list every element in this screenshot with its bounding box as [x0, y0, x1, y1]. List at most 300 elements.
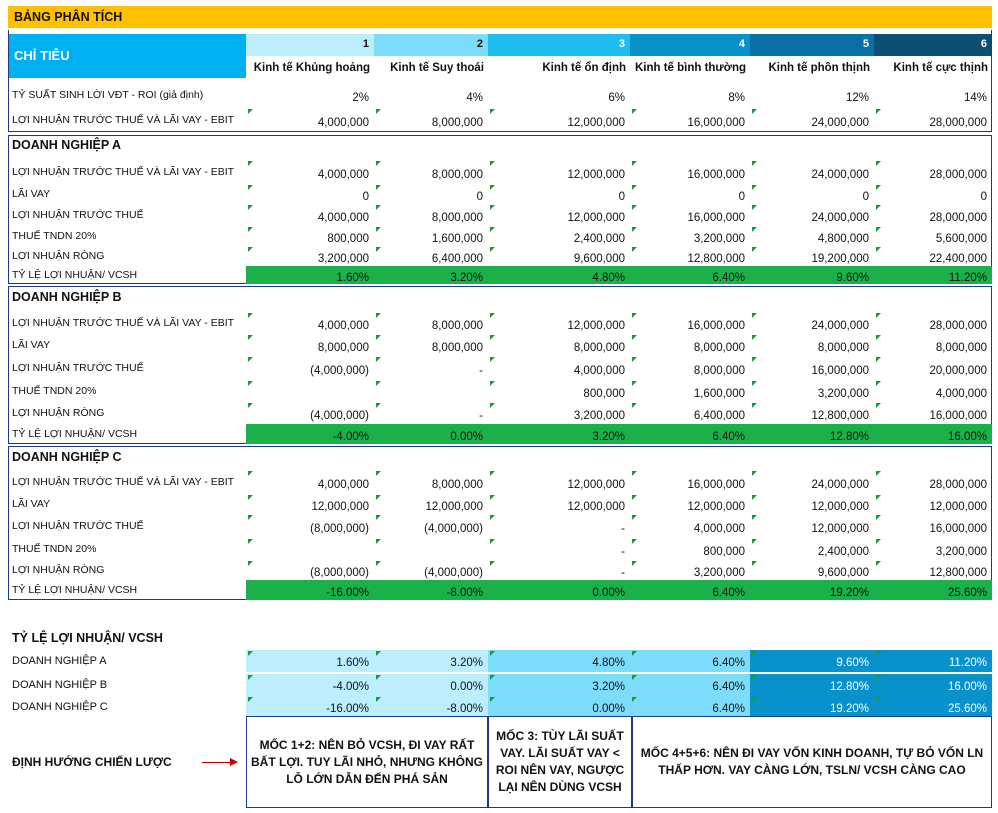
cell-marker-icon — [376, 205, 381, 210]
value-cell: 11.20% — [948, 272, 987, 284]
cell-marker-icon — [632, 247, 637, 252]
value-cell: 6,400,000 — [693, 410, 745, 422]
value-cell: 4,000,000 — [317, 169, 369, 181]
cell-marker-icon — [490, 161, 495, 166]
value-cell: 0.00% — [450, 431, 483, 443]
cell-marker-icon — [490, 381, 495, 386]
value-cell: 12,800,000 — [811, 410, 869, 422]
cell-marker-icon — [490, 651, 495, 656]
cell-marker-icon — [490, 539, 495, 544]
value-cell: 8,000,000 — [693, 365, 745, 377]
value-cell: -4.00% — [332, 431, 369, 443]
value-cell: 12,000,000 — [811, 523, 869, 535]
value-cell: 8,000,000 — [431, 479, 483, 491]
value-cell: 6.40% — [712, 272, 745, 284]
summary-value-cell: 4.80% — [488, 650, 630, 672]
company-name: DOANH NGHIỆP B — [12, 290, 122, 304]
cell-marker-icon — [876, 357, 881, 362]
value-cell — [246, 538, 374, 560]
value-cell: - — [479, 365, 483, 377]
cell-marker-icon — [376, 247, 381, 252]
value-cell: 24,000,000 — [811, 212, 869, 224]
value-cell: 24,000,000 — [811, 117, 869, 129]
value-cell: 12,000,000 — [567, 320, 625, 332]
cell-marker-icon — [876, 561, 881, 566]
value-cell: 28,000,000 — [929, 169, 987, 181]
summary-value-cell: 3.20% — [374, 650, 488, 672]
value-cell: 4,000,000 — [573, 365, 625, 377]
row-label: THUẾ TNDN 20% — [12, 385, 97, 397]
scenario-header-3: Kinh tế ổn định — [542, 62, 626, 74]
cell-marker-icon — [248, 515, 253, 520]
cell-marker-icon — [876, 471, 881, 476]
value-cell: -16.00% — [326, 587, 369, 599]
cell-marker-icon — [248, 185, 253, 190]
value-cell: 16,000,000 — [811, 365, 869, 377]
cell-marker-icon — [376, 515, 381, 520]
row-label: LỢI NHUẬN TRƯỚC THUẾ VÀ LÃI VAY - EBIT — [12, 476, 235, 488]
summary-value-cell: 3.20% — [488, 674, 630, 696]
header-number-5: 5 — [750, 34, 874, 56]
summary-row-label: DOANH NGHIỆP B — [12, 679, 108, 691]
row-label: LỢI NHUẬN TRƯỚC THUẾ — [12, 520, 144, 532]
cell-marker-icon — [490, 515, 495, 520]
cell-marker-icon — [752, 109, 757, 114]
cell-marker-icon — [376, 335, 381, 340]
cell-marker-icon — [752, 357, 757, 362]
cell-marker-icon — [632, 515, 637, 520]
value-cell: 24,000,000 — [811, 169, 869, 181]
cell-marker-icon — [876, 675, 881, 680]
summary-value-cell: 0.00% — [374, 674, 488, 696]
cell-marker-icon — [876, 161, 881, 166]
cell-marker-icon — [876, 515, 881, 520]
cell-marker-icon — [752, 697, 757, 702]
value-cell: 8% — [728, 92, 745, 104]
cell-marker-icon — [248, 313, 253, 318]
value-cell: 3,200,000 — [573, 410, 625, 422]
cell-marker-icon — [248, 357, 253, 362]
value-cell: 16,000,000 — [687, 212, 745, 224]
value-cell: 3,200,000 — [317, 253, 369, 265]
cell-marker-icon — [248, 539, 253, 544]
value-cell: 8,000,000 — [431, 169, 483, 181]
row-label: THUẾ TNDN 20% — [12, 543, 97, 555]
cell-marker-icon — [752, 161, 757, 166]
value-cell: 3,200,000 — [693, 567, 745, 579]
value-cell — [246, 380, 374, 402]
cell-marker-icon — [490, 205, 495, 210]
row-label: LỢI NHUẬN TRƯỚC THUẾ VÀ LÃI VAY - EBIT — [12, 317, 235, 329]
value-cell: 800,000 — [703, 546, 745, 558]
value-cell: 12,000,000 — [567, 479, 625, 491]
cell-marker-icon — [376, 539, 381, 544]
value-cell: 12,800,000 — [687, 253, 745, 265]
cell-marker-icon — [490, 247, 495, 252]
value-cell: 25.60% — [947, 587, 987, 599]
cell-marker-icon — [490, 495, 495, 500]
cell-marker-icon — [752, 313, 757, 318]
cell-marker-icon — [752, 471, 757, 476]
value-cell: 8,000,000 — [573, 342, 625, 354]
cell-marker-icon — [248, 109, 253, 114]
value-cell: (4,000,000) — [310, 410, 369, 422]
summary-value-cell: 11.20% — [874, 650, 992, 672]
cell-marker-icon — [632, 205, 637, 210]
summary-value-cell: 19.20% — [750, 696, 874, 718]
row-label: TỶ LỆ LỢI NHUẬN/ VCSH — [12, 428, 138, 440]
summary-value-cell: 6.40% — [630, 650, 750, 672]
cell-marker-icon — [248, 403, 253, 408]
cell-marker-icon — [632, 185, 637, 190]
summary-value-cell: -8.00% — [374, 696, 488, 718]
value-cell: 3,200,000 — [935, 546, 987, 558]
value-cell: 12,000,000 — [687, 501, 745, 513]
value-cell: (4,000,000) — [424, 523, 483, 535]
header-number-3: 3 — [488, 34, 630, 56]
row-label: LỢI NHUẬN TRƯỚC THUẾ — [12, 209, 144, 221]
value-cell: (8,000,000) — [310, 567, 369, 579]
value-cell: 0 — [476, 191, 483, 203]
cell-marker-icon — [752, 495, 757, 500]
cell-marker-icon — [876, 403, 881, 408]
cell-marker-icon — [632, 403, 637, 408]
cell-marker-icon — [876, 697, 881, 702]
header-number-6: 6 — [874, 34, 992, 56]
strategy-note-1: MỐC 1+2: NÊN BỎ VCSH, ĐI VAY RẤT BẤT LỢI. TUY LÃI NHỎ, NHƯNG KHÔNG LỖ LỚN DẪN ĐẾN PHÁ SẢN — [246, 716, 488, 808]
value-cell: 6.40% — [712, 587, 745, 599]
scenario-header-5: Kinh tế phồn thịnh — [768, 62, 870, 74]
value-cell: 16,000,000 — [687, 117, 745, 129]
cell-marker-icon — [632, 381, 637, 386]
cell-marker-icon — [632, 313, 637, 318]
cell-marker-icon — [490, 675, 495, 680]
value-cell: 2% — [352, 92, 369, 104]
cell-marker-icon — [632, 227, 637, 232]
row-label: TỶ SUẤT SINH LỜI VĐT - ROI (giả định) — [12, 89, 204, 101]
cell-marker-icon — [876, 539, 881, 544]
value-cell: 2,400,000 — [817, 546, 869, 558]
value-cell: 0 — [618, 191, 625, 203]
cell-marker-icon — [376, 651, 381, 656]
value-cell: 3.20% — [450, 272, 483, 284]
value-cell: (4,000,000) — [310, 365, 369, 377]
summary-value-cell: 9.60% — [750, 650, 874, 672]
row-label: THUẾ TNDN 20% — [12, 230, 97, 242]
value-cell: 12.80% — [829, 431, 869, 443]
summary-value-cell: 25.60% — [874, 696, 992, 718]
value-cell: 4,000,000 — [317, 212, 369, 224]
cell-marker-icon — [876, 381, 881, 386]
value-cell: 0 — [738, 191, 745, 203]
strategy-note-2: MỐC 3: TÙY LÃI SUẤT VAY. LÃI SUẤT VAY < ROI NÊN VAY, NGƯỢC LẠI NÊN DÙNG VCSH — [488, 716, 632, 808]
value-cell: 16,000,000 — [687, 479, 745, 491]
summary-value-cell: -16.00% — [246, 696, 374, 718]
value-cell: 12,000,000 — [425, 501, 483, 513]
cell-marker-icon — [632, 675, 637, 680]
cell-marker-icon — [490, 313, 495, 318]
value-cell: - — [621, 523, 625, 535]
cell-marker-icon — [490, 561, 495, 566]
cell-marker-icon — [376, 357, 381, 362]
value-cell: 0 — [362, 191, 369, 203]
value-cell: (4,000,000) — [424, 567, 483, 579]
cell-marker-icon — [490, 185, 495, 190]
cell-marker-icon — [632, 697, 637, 702]
value-cell: 1.60% — [336, 272, 369, 284]
header-number-2: 2 — [374, 34, 488, 56]
value-cell: 28,000,000 — [929, 479, 987, 491]
cell-marker-icon — [876, 247, 881, 252]
row-label: LỢI NHUẬN TRƯỚC THUẾ — [12, 362, 144, 374]
value-cell: 24,000,000 — [811, 479, 869, 491]
value-cell: 4,000,000 — [317, 479, 369, 491]
cell-marker-icon — [248, 471, 253, 476]
cell-marker-icon — [490, 109, 495, 114]
cell-marker-icon — [632, 471, 637, 476]
value-cell: 8,000,000 — [431, 117, 483, 129]
cell-marker-icon — [752, 205, 757, 210]
cell-marker-icon — [632, 561, 637, 566]
value-cell: 12,000,000 — [311, 501, 369, 513]
value-cell: 12,000,000 — [567, 501, 625, 513]
cell-marker-icon — [248, 561, 253, 566]
summary-value-cell: 0.00% — [488, 696, 630, 718]
value-cell: 16,000,000 — [687, 320, 745, 332]
row-label: LỢI NHUẬN RÒNG — [12, 564, 105, 576]
cell-marker-icon — [752, 247, 757, 252]
cell-marker-icon — [376, 313, 381, 318]
value-cell: 22,400,000 — [929, 253, 987, 265]
value-cell: 28,000,000 — [929, 212, 987, 224]
value-cell: 4,000,000 — [317, 320, 369, 332]
strategy-note-3: MỐC 4+5+6: NÊN ĐI VAY VỐN KINH DOANH, TỰ BỎ VỐN LN THẤP HƠN. VAY CÀNG LỚN, TSLN/ VCSH CÀNG CAO — [632, 716, 992, 808]
value-cell: 19.20% — [829, 587, 869, 599]
value-cell: 4% — [466, 92, 483, 104]
row-label: LÃI VAY — [12, 498, 51, 510]
cell-marker-icon — [376, 161, 381, 166]
row-label: LỢI NHUẬN RÒNG — [12, 407, 105, 419]
header-number-4: 4 — [630, 34, 750, 56]
value-cell: 8,000,000 — [431, 320, 483, 332]
cell-marker-icon — [490, 471, 495, 476]
value-cell: 16,000,000 — [929, 523, 987, 535]
value-cell: 9,600,000 — [573, 253, 625, 265]
cell-marker-icon — [376, 471, 381, 476]
value-cell: 5,600,000 — [935, 233, 987, 245]
scenario-header-1: Kinh tế Khủng hoảng — [253, 62, 370, 74]
cell-marker-icon — [248, 495, 253, 500]
value-cell: 4,000,000 — [693, 523, 745, 535]
summary-value-cell: 1.60% — [246, 650, 374, 672]
value-cell: 0 — [980, 191, 987, 203]
cell-marker-icon — [752, 515, 757, 520]
value-cell: 20,000,000 — [929, 365, 987, 377]
cell-marker-icon — [248, 247, 253, 252]
cell-marker-icon — [490, 697, 495, 702]
cell-marker-icon — [376, 697, 381, 702]
value-cell: 1,600,000 — [693, 388, 745, 400]
header-label-cell — [8, 34, 246, 78]
cell-marker-icon — [752, 185, 757, 190]
value-cell: 6% — [608, 92, 625, 104]
scenario-header-2: Kinh tế Suy thoái — [390, 62, 484, 74]
cell-marker-icon — [752, 403, 757, 408]
cell-marker-icon — [490, 227, 495, 232]
value-cell: 8,000,000 — [693, 342, 745, 354]
value-cell: 12,000,000 — [567, 169, 625, 181]
value-cell: 3,200,000 — [817, 388, 869, 400]
cell-marker-icon — [876, 335, 881, 340]
cell-marker-icon — [632, 495, 637, 500]
value-cell: (8,000,000) — [310, 523, 369, 535]
cell-marker-icon — [376, 381, 381, 386]
value-cell: 8,000,000 — [935, 342, 987, 354]
value-cell: 4.80% — [592, 272, 625, 284]
value-cell: 24,000,000 — [811, 320, 869, 332]
value-cell: 16.00% — [947, 431, 987, 443]
value-cell: 800,000 — [583, 388, 625, 400]
cell-marker-icon — [752, 227, 757, 232]
cell-marker-icon — [876, 227, 881, 232]
value-cell: 8,000,000 — [317, 342, 369, 354]
value-cell: 28,000,000 — [929, 320, 987, 332]
value-cell: 1,600,000 — [431, 233, 483, 245]
cell-marker-icon — [248, 675, 253, 680]
summary-row-label: DOANH NGHIỆP C — [12, 701, 108, 713]
value-cell: - — [479, 410, 483, 422]
cell-marker-icon — [248, 335, 253, 340]
cell-marker-icon — [376, 561, 381, 566]
cell-marker-icon — [876, 109, 881, 114]
value-cell: - — [621, 546, 625, 558]
value-cell: - — [621, 567, 625, 579]
cell-marker-icon — [752, 561, 757, 566]
cell-marker-icon — [490, 357, 495, 362]
cell-marker-icon — [876, 313, 881, 318]
row-label: LÃI VAY — [12, 339, 51, 351]
strategy-label: ĐỊNH HƯỚNG CHIẾN LƯỢC — [12, 755, 172, 769]
cell-marker-icon — [752, 539, 757, 544]
header-label: CHỈ TIÊU — [14, 48, 70, 63]
title-bar — [8, 6, 992, 28]
cell-marker-icon — [632, 335, 637, 340]
cell-marker-icon — [752, 651, 757, 656]
row-label: TỶ LỆ LỢI NHUẬN/ VCSH — [12, 269, 138, 281]
value-cell: 0 — [862, 191, 869, 203]
cell-marker-icon — [876, 495, 881, 500]
row-label: TỶ LỆ LỢI NHUẬN/ VCSH — [12, 584, 138, 596]
company-name: DOANH NGHIỆP C — [12, 450, 122, 464]
value-cell: 12,000,000 — [929, 501, 987, 513]
cell-marker-icon — [376, 109, 381, 114]
value-cell: 4,800,000 — [817, 233, 869, 245]
cell-marker-icon — [376, 185, 381, 190]
cell-marker-icon — [632, 357, 637, 362]
cell-marker-icon — [248, 651, 253, 656]
summary-value-cell: 12.80% — [750, 674, 874, 696]
summary-value-cell: -4.00% — [246, 674, 374, 696]
value-cell: 3.20% — [592, 431, 625, 443]
value-cell — [374, 538, 488, 560]
value-cell: 8,000,000 — [431, 342, 483, 354]
cell-marker-icon — [376, 495, 381, 500]
cell-marker-icon — [632, 109, 637, 114]
summary-title: TỶ LỆ LỢI NHUẬN/ VCSH — [12, 631, 163, 645]
cell-marker-icon — [876, 651, 881, 656]
header-number-1: 1 — [246, 34, 374, 56]
value-cell: 8,000,000 — [817, 342, 869, 354]
arrow-icon — [202, 762, 232, 763]
value-cell: 0.00% — [592, 587, 625, 599]
cell-marker-icon — [752, 675, 757, 680]
value-cell: 19,200,000 — [811, 253, 869, 265]
arrow-head-icon — [230, 758, 238, 766]
cell-marker-icon — [752, 381, 757, 386]
company-name: DOANH NGHIỆP A — [12, 138, 122, 152]
value-cell: 12% — [845, 92, 869, 104]
value-cell: 800,000 — [327, 233, 369, 245]
cell-marker-icon — [876, 205, 881, 210]
page-title: BẢNG PHÂN TÍCH — [14, 10, 123, 24]
cell-marker-icon — [632, 161, 637, 166]
cell-marker-icon — [490, 335, 495, 340]
value-cell: 6.40% — [712, 431, 745, 443]
summary-value-cell: 6.40% — [630, 696, 750, 718]
cell-marker-icon — [248, 161, 253, 166]
summary-row-label: DOANH NGHIỆP A — [12, 655, 107, 667]
cell-marker-icon — [632, 651, 637, 656]
value-cell: 6,400,000 — [431, 253, 483, 265]
row-label: LỢI NHUẬN RÒNG — [12, 250, 105, 262]
value-cell: 2,400,000 — [573, 233, 625, 245]
value-cell: 12,000,000 — [567, 117, 625, 129]
cell-marker-icon — [876, 185, 881, 190]
row-label: LỢI NHUẬN TRƯỚC THUẾ VÀ LÃI VAY - EBIT — [12, 166, 235, 178]
cell-marker-icon — [490, 403, 495, 408]
cell-marker-icon — [248, 381, 253, 386]
value-cell — [374, 380, 488, 402]
cell-marker-icon — [376, 403, 381, 408]
summary-value-cell: 6.40% — [630, 674, 750, 696]
value-cell: 28,000,000 — [929, 117, 987, 129]
cell-marker-icon — [376, 227, 381, 232]
summary-value-cell: 16.00% — [874, 674, 992, 696]
value-cell: 8,000,000 — [431, 212, 483, 224]
value-cell: 9.60% — [836, 272, 869, 284]
value-cell: 9,600,000 — [817, 567, 869, 579]
value-cell: 16,000,000 — [929, 410, 987, 422]
cell-marker-icon — [376, 675, 381, 680]
value-cell: 14% — [963, 92, 987, 104]
value-cell: 12,000,000 — [811, 501, 869, 513]
value-cell: -8.00% — [446, 587, 483, 599]
value-cell: 4,000,000 — [935, 388, 987, 400]
cell-marker-icon — [632, 539, 637, 544]
value-cell: 12,000,000 — [567, 212, 625, 224]
row-label: LÃI VAY — [12, 188, 51, 200]
value-cell: 3,200,000 — [693, 233, 745, 245]
scenario-header-6: Kinh tế cực thịnh — [893, 62, 988, 74]
cell-marker-icon — [248, 205, 253, 210]
cell-marker-icon — [248, 697, 253, 702]
cell-marker-icon — [752, 335, 757, 340]
value-cell: 16,000,000 — [687, 169, 745, 181]
row-label: LỢI NHUẬN TRƯỚC THUẾ VÀ LÃI VAY - EBIT — [12, 114, 235, 126]
value-cell: 12,800,000 — [929, 567, 987, 579]
cell-marker-icon — [248, 227, 253, 232]
value-cell: 4,000,000 — [317, 117, 369, 129]
